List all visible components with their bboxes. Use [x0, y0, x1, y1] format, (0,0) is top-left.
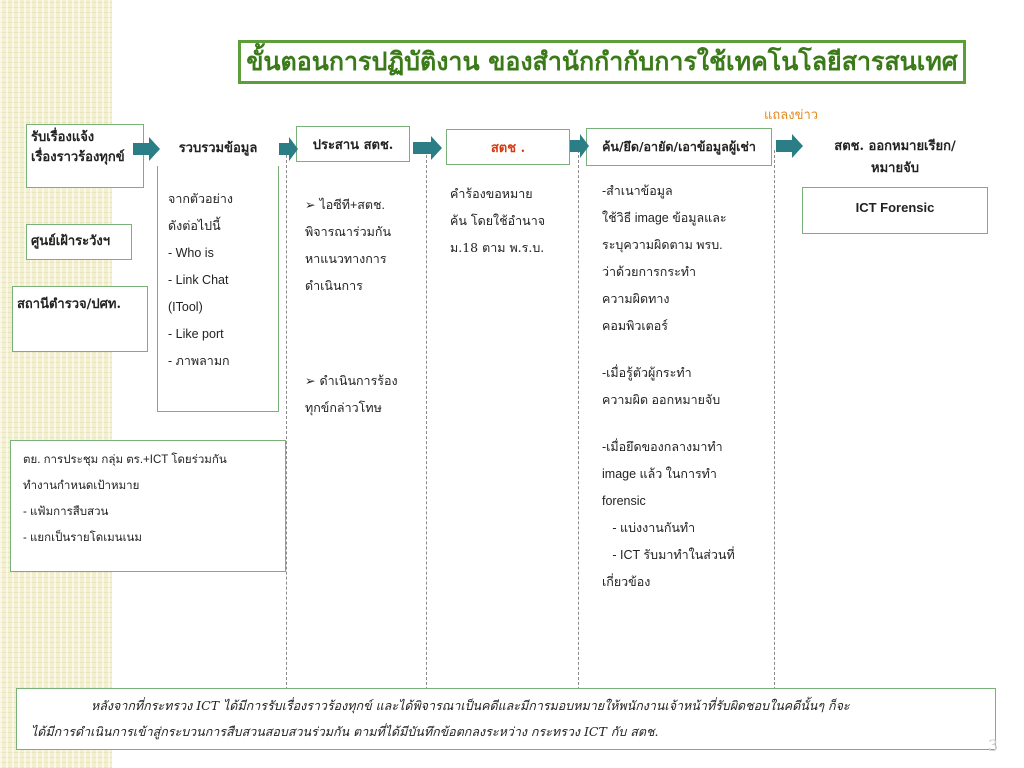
meeting-note-box: ตย. การประชุม กลุ่ม ตร.+ICT โดยร่วมกัน ทำงานกำหนดเป้าหมาย - แฟ้มการสืบสวน - แยกเป็นรายโดเมนเนม [10, 440, 286, 572]
column-divider [286, 150, 287, 690]
page-number: 3 [987, 736, 998, 755]
arrow-right-icon [413, 136, 443, 160]
arrow-right-icon [279, 137, 299, 161]
search-details [602, 178, 735, 596]
column-divider [774, 150, 775, 690]
step-police-header: สตช . [446, 129, 570, 165]
search-detail-line: forensic [602, 494, 646, 508]
search-detail-line: ว่าด้วยการกระทำ [602, 265, 697, 279]
column-divider [578, 150, 579, 690]
step-coordinate-header: ประสาน สตช. [296, 126, 410, 162]
page-title: ขั้นตอนการปฏิบัติงาน ของสำนักกำกับการใช้เทคโนโลยีสารสนเทศ [238, 40, 966, 84]
source-surveillance-center: ศูนย์เฝ้าระวังฯ [26, 224, 132, 260]
search-detail-line: ระบุความผิดตาม พรบ. [602, 238, 723, 252]
search-detail-line: คอมพิวเตอร์ [602, 319, 668, 333]
coordinate-item: ➢ ไอซีที+สตช. พิจารณาร่วมกัน หาแนวทางการ ดำเนินการ [305, 192, 391, 300]
column-divider [426, 150, 427, 690]
police-details: คำร้องขอหมาย ค้น โดยใช้อำนาจ ม.18 ตาม พ.ร.บ. [450, 186, 546, 255]
source-complaint: รับเรื่องแจ้ง เรื่องราวร้องทุกข์ [26, 124, 144, 188]
search-detail-line: - ICT รับมาทำในส่วนที่ [602, 548, 735, 562]
arrow-right-icon [570, 134, 590, 158]
search-detail-line: ใช้วิธี image ข้อมูลและ [602, 211, 727, 225]
search-detail-line: ความผิดทาง [602, 292, 670, 306]
step-search-header: ค้น/ยึด/อายัด/เอาข้อมูลผู้เช่า [586, 128, 772, 166]
search-detail-line: ความผิด ออกหมายจับ [602, 393, 721, 407]
arrowhead-bullet-icon: ➢ [305, 374, 316, 388]
arrow-right-icon [776, 134, 804, 158]
summary-box: หลังจากที่กระทรวง ICT ได้มีการรับเรื่องราวร้องทุกข์ และได้พิจารณาเป็นคดีและมีการมอบหมายให้พนักงานเจ้าหน้าที่รับผิดชอบในคดีนั้นๆ ก็จะ ได้มีการดำเนินการเข้าสู่กระบวนการสืบสวนสอบสวนร่วมกัน ตามที่ได้มีบันทึกข้อตกลงระหว่าง กระทรวง ICT กับ สตช. [16, 688, 996, 750]
search-detail-line: เกี่ยวข้อง [602, 575, 651, 589]
arrow-right-icon [133, 137, 161, 161]
search-detail-line: -เมื่อรู้ตัวผู้กระทำ [602, 366, 692, 380]
search-detail-line: - แบ่งงานกันทำ [602, 521, 696, 535]
search-detail-line [602, 414, 735, 434]
decorative-stripe [0, 0, 112, 768]
arrowhead-bullet-icon: ➢ [305, 198, 316, 212]
coordinate-item: ➢ ดำเนินการร้อง ทุกข์กล่าวโทษ [305, 368, 398, 422]
news-label: แถลงข่าว [764, 108, 819, 123]
search-detail-line [602, 340, 735, 360]
step-warrant-header: สตช. ออกหมายเรียก/ หมายจับ [802, 128, 988, 188]
search-detail-line: -สำเนาข้อมูล [602, 184, 673, 198]
search-detail-line: -เมื่อยึดของกลางมาทำ [602, 440, 723, 454]
collect-details: จากตัวอย่าง ดังต่อไปนี้ - Who is - Link Chat (ITool) - Like port - ภาพลามก [168, 192, 234, 368]
search-detail-line: image แล้ว ในการทำ [602, 467, 717, 481]
source-police-station: สถานีตำรวจ/ปศท. [12, 286, 148, 352]
ict-forensic-label: ICT Forensic [855, 200, 935, 215]
step-collect-header: รวบรวมข้อมูล [157, 128, 279, 166]
